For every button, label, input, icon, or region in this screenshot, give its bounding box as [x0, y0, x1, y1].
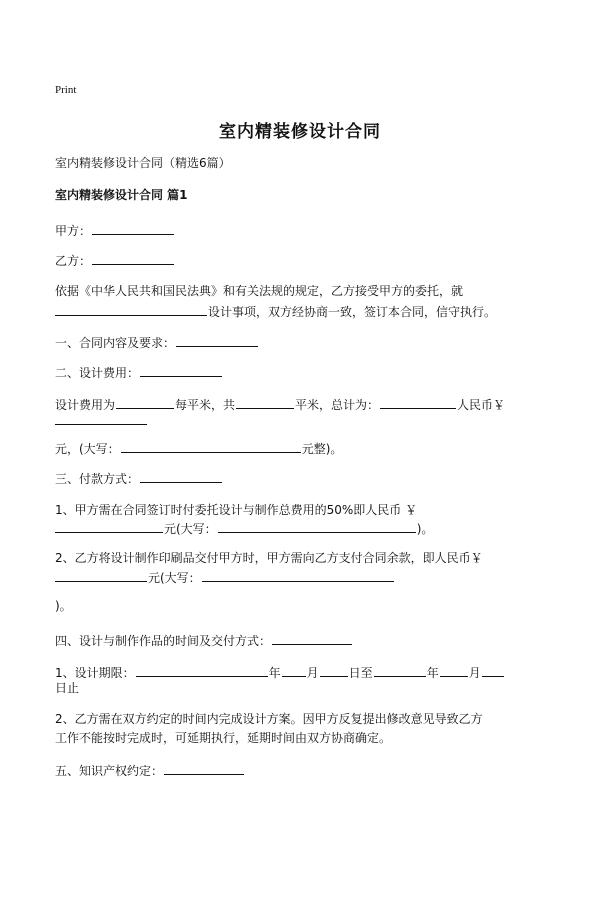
pay2-label-a: 元(大写：: [148, 571, 201, 585]
period-line1: [55, 664, 505, 680]
year-label-1: 年: [268, 666, 281, 680]
para1-line1: 依据《中华人民共和国民法典》和有关法规的规定，乙方接受甲方的委托，就: [55, 284, 464, 298]
item5-blank[interactable]: [164, 762, 244, 775]
period-label: 1、设计期限：: [55, 666, 135, 680]
start-month-blank[interactable]: [282, 664, 306, 677]
item2-label: 二、设计费用：: [55, 366, 140, 380]
item2-line: [55, 364, 223, 380]
pay1-label-b: )。: [416, 522, 434, 536]
fee-line2: [55, 412, 148, 428]
fee-per-sqm-blank[interactable]: [116, 396, 174, 409]
item5-line: [55, 762, 245, 778]
item1-label: 一、合同内容及要求：: [55, 336, 176, 350]
party-b-blank[interactable]: [92, 252, 174, 265]
item1-blank[interactable]: [176, 334, 258, 347]
fee-label-c: 平米，总计为：: [295, 398, 380, 412]
day-to-label: 日至: [348, 666, 373, 680]
pay2-line3: )。: [55, 599, 72, 613]
fee-line3: [55, 440, 342, 456]
cond-line1: 2、乙方需在双方约定的时间内完成设计方案。因甲方反复提出修改意见导致乙方: [55, 712, 483, 726]
item3-blank[interactable]: [140, 470, 222, 483]
fee-label-a: 设计费用为: [55, 398, 116, 412]
item3-line: [55, 470, 223, 486]
end-year-blank[interactable]: [374, 664, 426, 677]
month-label-2: 月: [468, 666, 481, 680]
pay2-amount-blank[interactable]: [55, 569, 147, 582]
fee-label-e: 元，(大写：: [55, 442, 120, 456]
pay2-capital-blank[interactable]: [202, 569, 394, 582]
para1-line2-text: 设计事项，双方经协商一致，签订本合同，信守执行。: [208, 305, 497, 319]
period-line2: 日止: [55, 681, 80, 695]
item5-label: 五、知识产权约定：: [55, 764, 164, 778]
pay2-line1: 2、乙方将设计制作印刷品交付甲方时，甲方需向乙方支付合同余款，即人民币￥: [55, 551, 483, 565]
item1-line: [55, 334, 259, 350]
party-a-label: 甲方：: [55, 224, 92, 238]
end-day-blank[interactable]: [482, 664, 504, 677]
item4-line: [55, 632, 353, 648]
party-b-line: [55, 252, 175, 268]
area-blank[interactable]: [236, 396, 294, 409]
month-label-1: 月: [306, 666, 319, 680]
fee-label-d: 人民币￥: [457, 398, 506, 412]
design-matter-blank[interactable]: [55, 303, 207, 316]
document-title: 室内精装修设计合同: [219, 122, 381, 142]
start-year-blank[interactable]: [136, 664, 268, 677]
party-a-blank[interactable]: [92, 222, 174, 235]
section-heading: 室内精装修设计合同 篇1: [55, 188, 188, 202]
fee-label-f: 元整)。: [301, 442, 343, 456]
fee-label-b: 每平米，共: [175, 398, 236, 412]
cond-line2: 工作不能按时完成时，可延期执行，延期时间由双方协商确定。: [55, 731, 392, 745]
para1-line2: [55, 303, 496, 319]
item4-label: 四、设计与制作作品的时间及交付方式：: [55, 634, 272, 648]
pay1-capital-blank[interactable]: [218, 520, 416, 533]
item2-blank[interactable]: [140, 364, 222, 377]
end-month-blank[interactable]: [440, 664, 468, 677]
item3-label: 三、付款方式：: [55, 472, 140, 486]
start-day-blank[interactable]: [320, 664, 348, 677]
pay1-line1: 1、甲方需在合同签订时付委托设计与制作总费用的50%即人民币 ￥: [55, 503, 418, 517]
pay1-label-a: 元(大写：: [164, 522, 217, 536]
pay1-amount-blank[interactable]: [55, 520, 163, 533]
rmb-amount-blank[interactable]: [55, 412, 147, 425]
pay1-line2: [55, 520, 433, 536]
total-blank[interactable]: [380, 396, 456, 409]
pay2-line2: [55, 569, 395, 585]
fee-line1: [55, 396, 505, 412]
year-label-2: 年: [426, 666, 439, 680]
party-b-label: 乙方：: [55, 254, 92, 268]
document-subtitle: 室内精装修设计合同（精选6篇）: [55, 156, 231, 170]
fee-capital-blank[interactable]: [121, 440, 301, 453]
item4-blank[interactable]: [272, 632, 352, 645]
party-a-line: [55, 222, 175, 238]
print-label: Print: [55, 84, 77, 96]
